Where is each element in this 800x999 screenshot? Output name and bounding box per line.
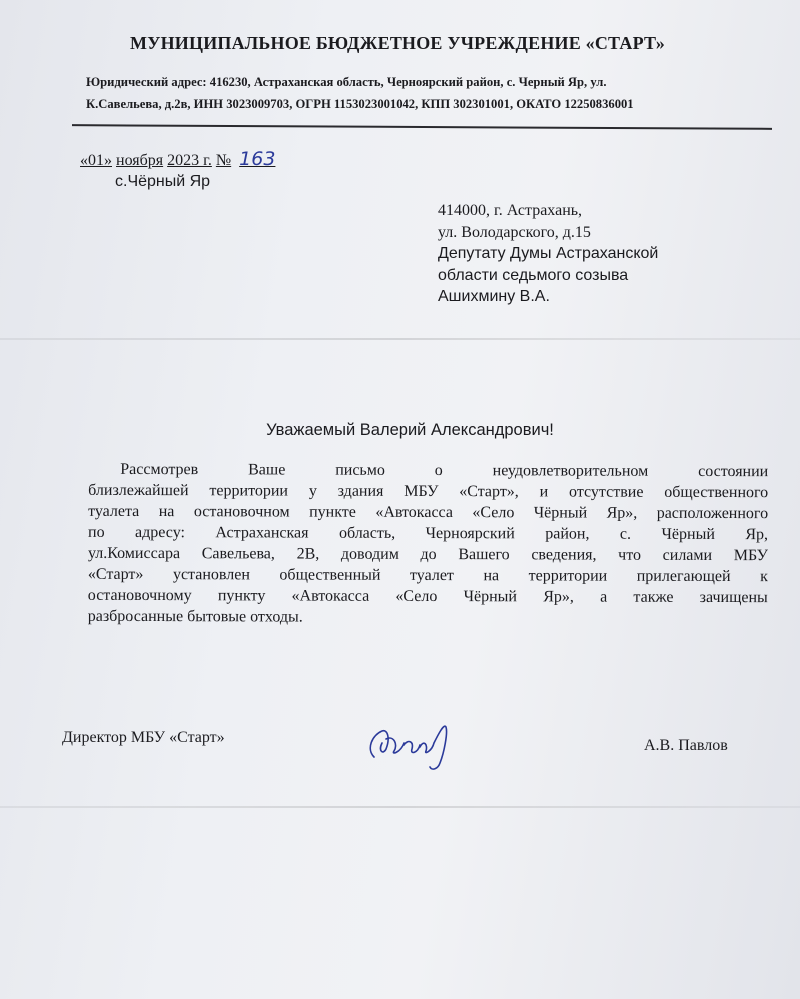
salutation: Уважаемый Валерий Александрович! bbox=[266, 421, 554, 439]
date-year: 2023 г. bbox=[167, 152, 212, 169]
body-line: туалета на остановочном пункте «Автокасса «Село Чёрный Яр», расположенного bbox=[88, 502, 769, 523]
date-month: ноября bbox=[116, 152, 164, 169]
signature-stroke bbox=[370, 726, 446, 769]
body-line: «Старт» установлен общественный туалет на территории прилегающей к bbox=[87, 565, 768, 586]
address-line: К.Савельева, д.2в, ИНН 3023009703, ОГРН 1153023001042, КПП 302301001, ОКАТО 12250836001 bbox=[86, 97, 634, 111]
body-line: остановочному пункту «Автокасса «Село Чёрный Яр», а также зачищены bbox=[87, 586, 768, 607]
recipient-line: ул. Володарского, д.15 bbox=[438, 223, 591, 241]
signatory-title: Директор МБУ «Старт» bbox=[62, 729, 225, 746]
recipient-line: 414000, г. Астрахань, bbox=[438, 202, 583, 219]
organization-address bbox=[86, 71, 756, 115]
place-of-issue: с.Чёрный Яр bbox=[115, 173, 211, 190]
letter-body bbox=[88, 459, 769, 629]
date-day: «01» bbox=[80, 152, 112, 169]
body-line: разбросанные бытовые отходы. bbox=[87, 607, 303, 626]
body-line: Рассмотрев Ваше письмо о неудовлетворительном состоянии bbox=[120, 460, 769, 481]
number-sign: № bbox=[215, 152, 232, 169]
recipient-line: области седьмого созыва bbox=[438, 266, 629, 284]
letterhead-divider bbox=[72, 124, 772, 130]
body-line: ул.Комиссара Савельева, 2В, доводим до Вашего сведения, что силами МБУ bbox=[87, 544, 768, 565]
handwritten-signature bbox=[360, 705, 470, 775]
signatory-name: А.В. Павлов bbox=[644, 737, 728, 754]
outgoing-date-number bbox=[80, 148, 275, 170]
organization-name: МУНИЦИПАЛЬНОЕ БЮДЖЕТНОЕ УЧРЕЖДЕНИЕ «СТАРТ» bbox=[130, 33, 665, 53]
recipient-block bbox=[438, 200, 658, 308]
recipient-line: Ашихмину В.А. bbox=[438, 288, 550, 305]
body-line: по адресу: Астраханская область, Черноярский район, с. Чёрный Яр, bbox=[88, 523, 769, 544]
address-line: Юридический адрес: 416230, Астраханская область, Черноярский район, с. Черный Яр, ул. bbox=[86, 75, 607, 89]
body-line: близлежайшей территории у здания МБУ «Старт», и отсутствие общественного bbox=[88, 481, 769, 502]
outgoing-number: 163 bbox=[239, 148, 276, 170]
recipient-line: Депутату Думы Астраханской bbox=[438, 245, 659, 262]
